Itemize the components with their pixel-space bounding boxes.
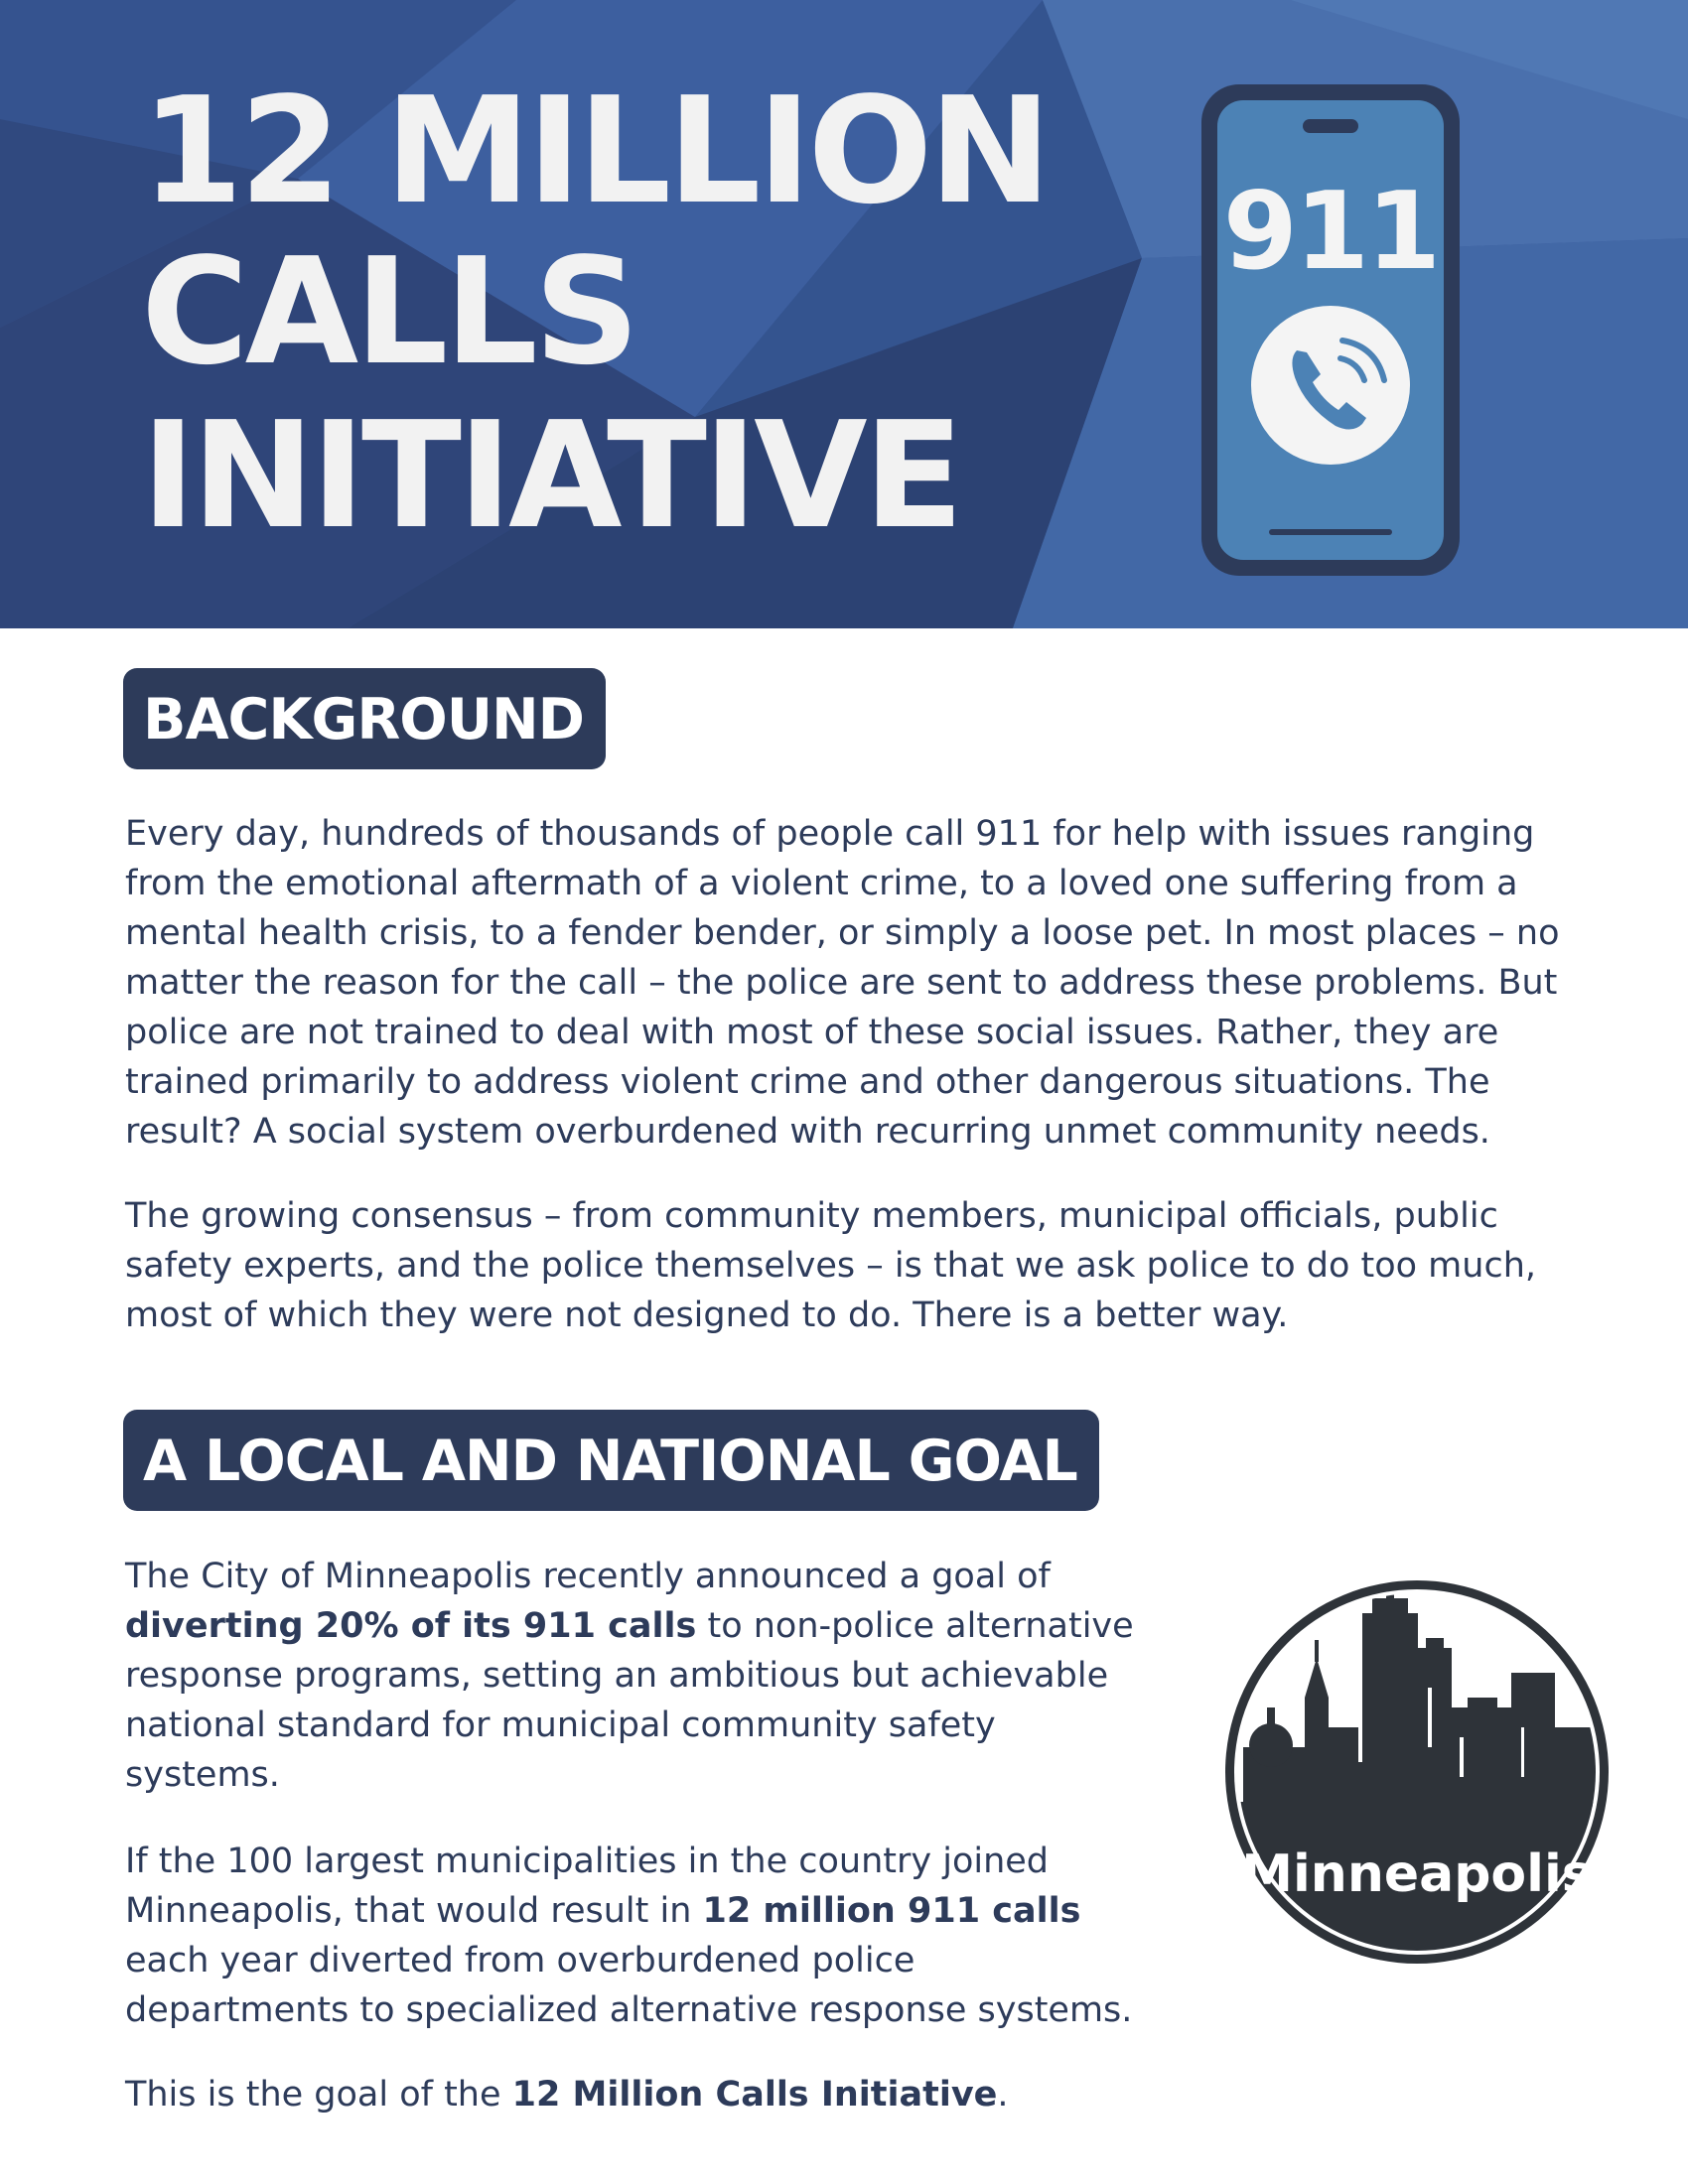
background-paragraph-2: The growing consensus – from community members, municipal officials, public safety experts, and the police themselves – is that we ask police to do too much, most of which they were not designed to do. There is a better way. (125, 1196, 1537, 1335)
minneapolis-skyline-seal (1223, 1578, 1611, 1966)
goal-p2-text: If the 100 largest municipalities in the country joined Minneapolis, that would result in (125, 1842, 1050, 1931)
goal-p1-emphasis: diverting 20% of its 911 calls (125, 1606, 697, 1646)
goal-p3-text-end: . (997, 2075, 1009, 2115)
goal-p1-text-end: to non-police alternative response programs, setting an ambitious but achievable national standard for municipal community safety systems. (125, 1606, 1134, 1795)
phone-icon (1201, 84, 1460, 576)
title-line-1: 12 MILLION (141, 66, 1049, 236)
goal-p3-emphasis: 12 Million Calls Initiative (511, 2075, 998, 2115)
goal-p2-emphasis: 12 million 911 calls (702, 1891, 1081, 1931)
phone-911-label: 911 (1222, 170, 1439, 294)
goal-paragraph-1 (125, 1552, 1148, 1800)
goal-heading: A LOCAL AND NATIONAL GOAL (123, 1410, 1099, 1511)
goal-paragraph-3 (125, 2070, 1217, 2119)
goal-p1-text: The City of Minneapolis recently announced a goal of (125, 1557, 1051, 1596)
background-paragraph-1: Every day, hundreds of thousands of people call 911 for help with issues ranging from the emotional aftermath of a violent crime, to a loved one suffering from a mental health crisis, to a fender bender, or simply a loose pet. In most places – no matter the reason for the call – the police are sent to address these problems. But police are not trained to deal with most of these social issues. Rather, they are trained primarily to address violent crime and other dangerous situations. The result? A social system overburdened with recurring unmet community needs. (125, 814, 1560, 1152)
goal-paragraph-2 (125, 1837, 1148, 2035)
title-line-3: INITIATIVE (141, 390, 960, 561)
title-line-2: CALLS (141, 226, 636, 397)
background-heading: BACKGROUND (123, 668, 606, 769)
goal-p3-text: This is the goal of the (125, 2075, 512, 2115)
header-banner (0, 0, 1688, 628)
goal-p2-text-end: each year diverted from overburdened police departments to specialized alternative response systems. (125, 1941, 1133, 2030)
seal-label: Minneapolis (1241, 1844, 1593, 1904)
